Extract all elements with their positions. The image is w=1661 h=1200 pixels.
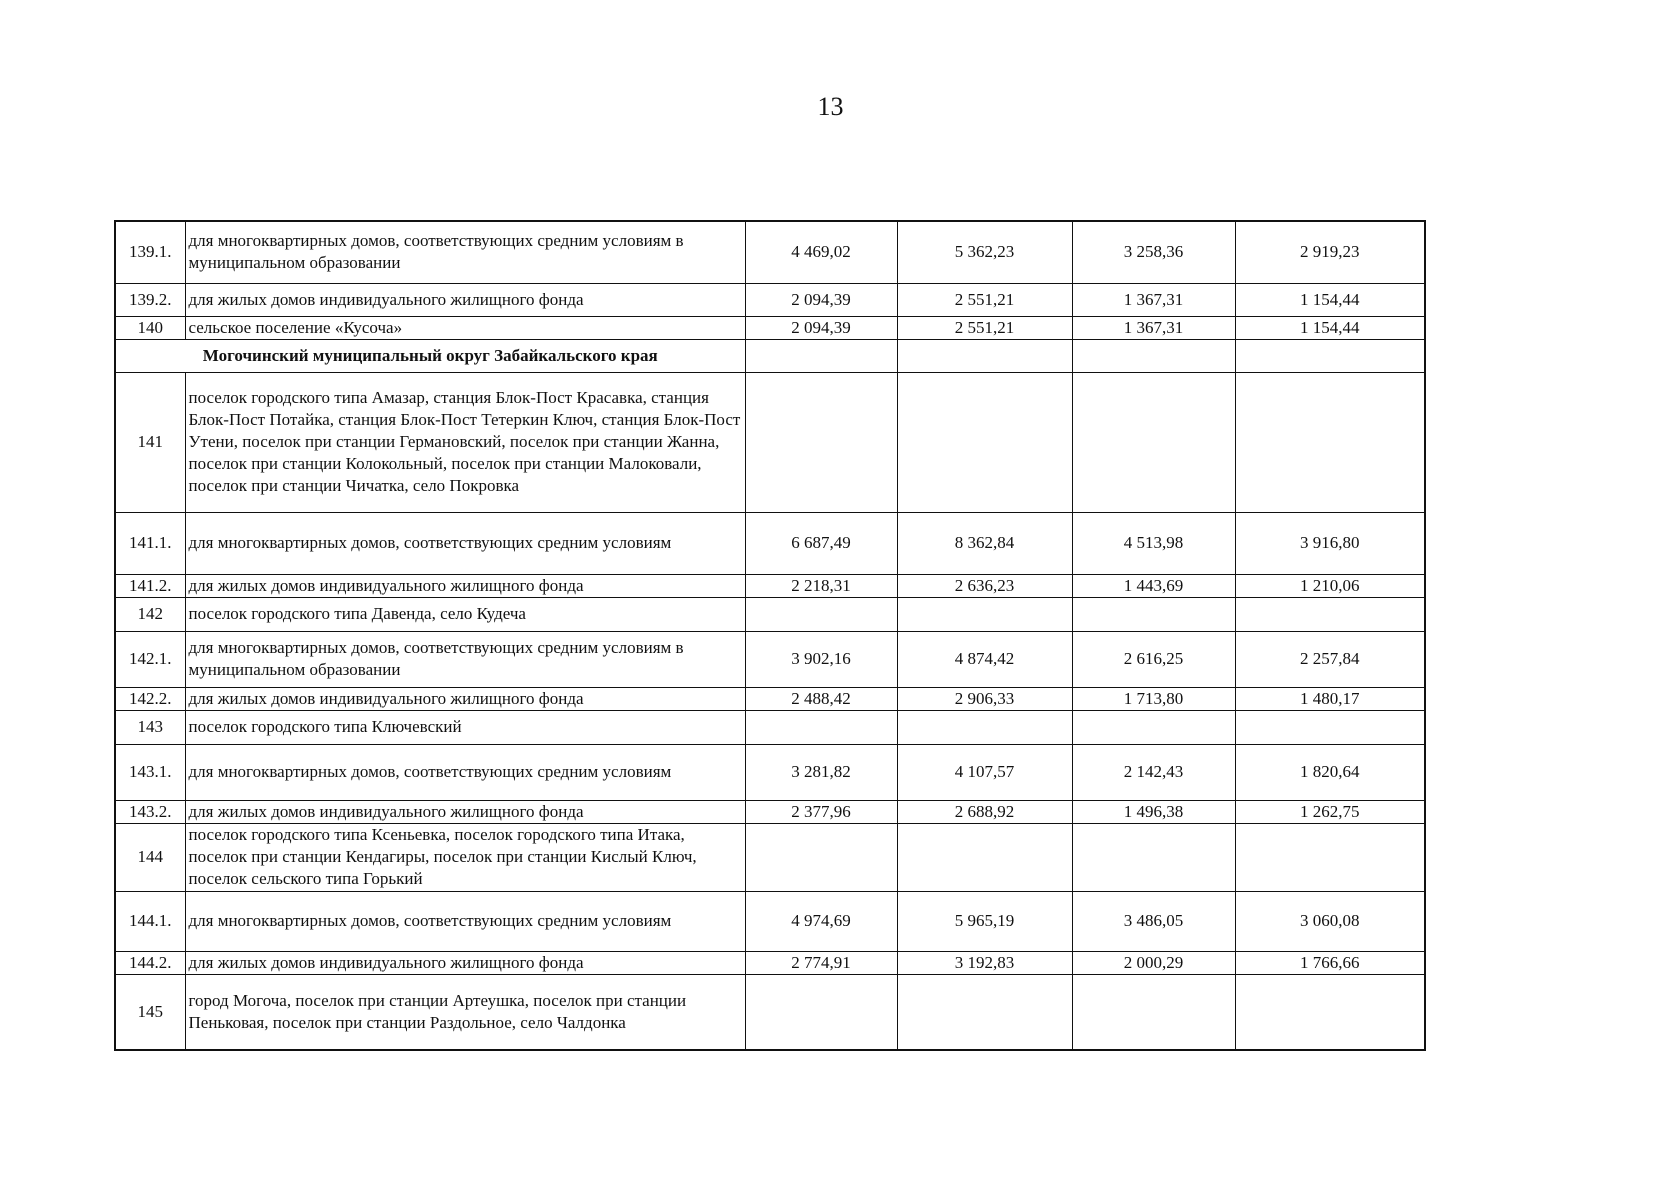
value-cell-2: 3 192,83 [897, 951, 1072, 974]
value-cell-1: 4 974,69 [745, 891, 897, 951]
tariff-table [114, 220, 1426, 1051]
value-cell-3: 2 616,25 [1072, 631, 1235, 687]
value-cell-4: 3 060,08 [1235, 891, 1425, 951]
value-cell-4: 2 919,23 [1235, 221, 1425, 283]
empty-cell [745, 339, 897, 372]
empty-cell [1235, 339, 1425, 372]
value-cell-1: 2 094,39 [745, 283, 897, 316]
row-description: для многоквартирных домов, соответствующих средним условиям в муниципальном образовании [185, 631, 745, 687]
value-cell-4: 3 916,80 [1235, 512, 1425, 574]
table-row [115, 512, 1425, 574]
table-row [115, 372, 1425, 512]
row-number: 143.2. [115, 800, 185, 823]
table-row [115, 687, 1425, 710]
row-number: 141.1. [115, 512, 185, 574]
value-cell-1: 4 469,02 [745, 221, 897, 283]
section-title: Могочинский муниципальный округ Забайкальского края [115, 339, 745, 372]
value-cell-2 [897, 597, 1072, 631]
table-row [115, 221, 1425, 283]
value-cell-4: 1 766,66 [1235, 951, 1425, 974]
value-cell-2 [897, 372, 1072, 512]
value-cell-4 [1235, 710, 1425, 744]
row-description: для жилых домов индивидуального жилищного фонда [185, 574, 745, 597]
value-cell-2 [897, 823, 1072, 891]
table-row [115, 316, 1425, 339]
value-cell-2: 4 874,42 [897, 631, 1072, 687]
row-description: для многоквартирных домов, соответствующих средним условиям [185, 512, 745, 574]
value-cell-3: 2 000,29 [1072, 951, 1235, 974]
row-description: для жилых домов индивидуального жилищного фонда [185, 687, 745, 710]
value-cell-4: 1 154,44 [1235, 283, 1425, 316]
row-description: поселок городского типа Давенда, село Кудеча [185, 597, 745, 631]
row-description: для многоквартирных домов, соответствующих средним условиям в муниципальном образовании [185, 221, 745, 283]
row-description: для жилых домов индивидуального жилищного фонда [185, 800, 745, 823]
value-cell-1: 3 902,16 [745, 631, 897, 687]
value-cell-3 [1072, 710, 1235, 744]
row-number: 139.2. [115, 283, 185, 316]
value-cell-1: 3 281,82 [745, 744, 897, 800]
row-number: 142.2. [115, 687, 185, 710]
table-row [115, 974, 1425, 1050]
value-cell-1: 2 488,42 [745, 687, 897, 710]
table-row [115, 631, 1425, 687]
value-cell-4 [1235, 597, 1425, 631]
value-cell-2 [897, 710, 1072, 744]
value-cell-3: 2 142,43 [1072, 744, 1235, 800]
empty-cell [1072, 339, 1235, 372]
table-row [115, 951, 1425, 974]
value-cell-1: 2 094,39 [745, 316, 897, 339]
table-row [115, 891, 1425, 951]
value-cell-3 [1072, 597, 1235, 631]
value-cell-3: 1 367,31 [1072, 283, 1235, 316]
value-cell-1 [745, 974, 897, 1050]
row-number: 139.1. [115, 221, 185, 283]
table-row [115, 574, 1425, 597]
value-cell-1: 6 687,49 [745, 512, 897, 574]
table-row [115, 800, 1425, 823]
row-description: сельское поселение «Кусоча» [185, 316, 745, 339]
row-number: 141 [115, 372, 185, 512]
value-cell-1: 2 218,31 [745, 574, 897, 597]
value-cell-3: 3 486,05 [1072, 891, 1235, 951]
row-description: поселок городского типа Ксеньевка, поселок городского типа Итака, поселок при станции Кендагиры, поселок при станции Кислый Ключ, поселок сельского типа Горький [185, 823, 745, 891]
value-cell-3 [1072, 823, 1235, 891]
value-cell-2: 4 107,57 [897, 744, 1072, 800]
value-cell-2: 8 362,84 [897, 512, 1072, 574]
row-number: 143.1. [115, 744, 185, 800]
value-cell-4 [1235, 823, 1425, 891]
value-cell-2: 2 906,33 [897, 687, 1072, 710]
value-cell-1: 2 774,91 [745, 951, 897, 974]
row-number: 141.2. [115, 574, 185, 597]
value-cell-2: 2 636,23 [897, 574, 1072, 597]
row-description: поселок городского типа Амазар, станция Блок-Пост Красавка, станция Блок-Пост Потайка, станция Блок-Пост Тетеркин Ключ, станция Блок-Пост Утени, поселок при станции Германовский, поселок при станции Жанна, поселок при станции Колокольный, поселок при станции Малоковали, поселок при станции Чичатка, село Покровка [185, 372, 745, 512]
value-cell-4: 1 262,75 [1235, 800, 1425, 823]
row-description: для многоквартирных домов, соответствующих средним условиям [185, 891, 745, 951]
value-cell-3 [1072, 974, 1235, 1050]
row-number: 144 [115, 823, 185, 891]
row-number: 145 [115, 974, 185, 1050]
value-cell-4 [1235, 974, 1425, 1050]
page-number: 13 [817, 92, 844, 121]
value-cell-2 [897, 974, 1072, 1050]
row-description: для многоквартирных домов, соответствующих средним условиям [185, 744, 745, 800]
value-cell-4 [1235, 372, 1425, 512]
value-cell-4: 2 257,84 [1235, 631, 1425, 687]
row-number: 140 [115, 316, 185, 339]
value-cell-1: 2 377,96 [745, 800, 897, 823]
value-cell-1 [745, 597, 897, 631]
table-row [115, 823, 1425, 891]
value-cell-3: 3 258,36 [1072, 221, 1235, 283]
empty-cell [897, 339, 1072, 372]
value-cell-2: 2 551,21 [897, 283, 1072, 316]
row-number: 142.1. [115, 631, 185, 687]
tariff-table-body [115, 221, 1425, 1050]
row-description: поселок городского типа Ключевский [185, 710, 745, 744]
section-row [115, 339, 1425, 372]
row-description: для жилых домов индивидуального жилищного фонда [185, 951, 745, 974]
table-row [115, 597, 1425, 631]
value-cell-4: 1 210,06 [1235, 574, 1425, 597]
value-cell-3: 1 496,38 [1072, 800, 1235, 823]
row-number: 143 [115, 710, 185, 744]
value-cell-3: 1 443,69 [1072, 574, 1235, 597]
value-cell-3 [1072, 372, 1235, 512]
row-description: для жилых домов индивидуального жилищного фонда [185, 283, 745, 316]
row-description: город Могоча, поселок при станции Артеушка, поселок при станции Пеньковая, поселок при станции Раздольное, село Чалдонка [185, 974, 745, 1050]
value-cell-1 [745, 372, 897, 512]
value-cell-3: 1 367,31 [1072, 316, 1235, 339]
value-cell-3: 4 513,98 [1072, 512, 1235, 574]
value-cell-1 [745, 823, 897, 891]
value-cell-2: 5 362,23 [897, 221, 1072, 283]
value-cell-1 [745, 710, 897, 744]
row-number: 142 [115, 597, 185, 631]
table-row [115, 710, 1425, 744]
row-number: 144.2. [115, 951, 185, 974]
value-cell-3: 1 713,80 [1072, 687, 1235, 710]
table-row [115, 744, 1425, 800]
row-number: 144.1. [115, 891, 185, 951]
value-cell-2: 5 965,19 [897, 891, 1072, 951]
value-cell-4: 1 820,64 [1235, 744, 1425, 800]
value-cell-2: 2 551,21 [897, 316, 1072, 339]
table-row [115, 283, 1425, 316]
value-cell-4: 1 154,44 [1235, 316, 1425, 339]
value-cell-2: 2 688,92 [897, 800, 1072, 823]
value-cell-4: 1 480,17 [1235, 687, 1425, 710]
